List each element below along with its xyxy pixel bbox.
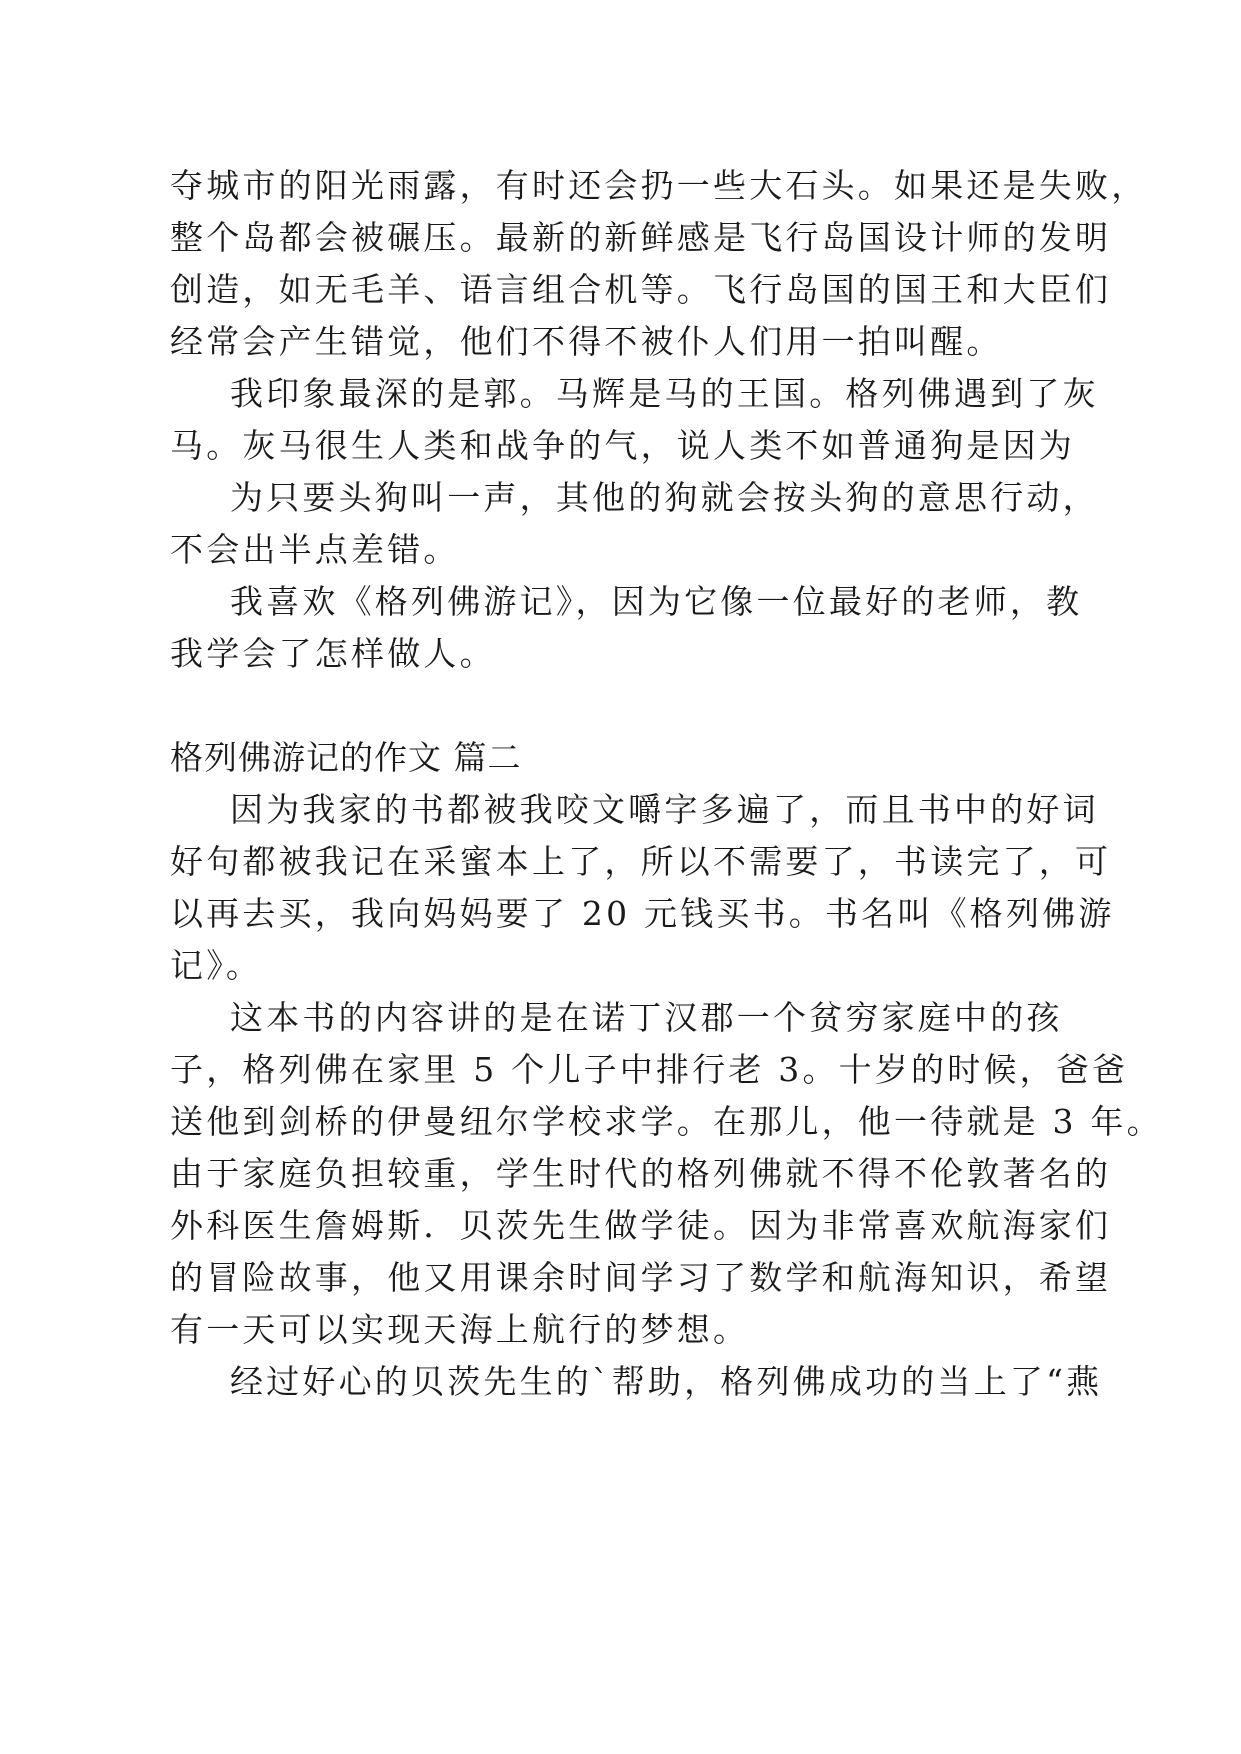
paragraph-line: 经常会产生错觉，他们不得不被仆人们用一拍叫醒。 bbox=[170, 322, 1003, 361]
paragraph-line: 送他到剑桥的伊曼纽尔学校求学。在那儿，他一待就是 3 年。 bbox=[170, 1102, 1163, 1141]
paragraph-line: 这本书的内容讲的是在诺丁汉郡一个贫穷家庭中的孩 bbox=[230, 998, 1063, 1037]
paragraph-line: 的冒险故事，他又用课余时间学习了数学和航海知识，希望 bbox=[170, 1258, 1112, 1297]
paragraph-line: 以再去买，我向妈妈要了 20 元钱买书。书名叫《格列佛游 bbox=[170, 894, 1115, 933]
paragraph-line: 为只要头狗叫一声，其他的狗就会按头狗的意思行动， bbox=[230, 478, 1099, 517]
paragraph-line: 外科医生詹姆斯．贝茨先生做学徒。因为非常喜欢航海家们 bbox=[170, 1206, 1112, 1245]
paragraph-line: 整个岛都会被碾压。最新的新鲜感是飞行岛国设计师的发明 bbox=[170, 218, 1112, 257]
paragraph-line: 马。灰马很生人类和战争的气，说人类不如普通狗是因为 bbox=[170, 426, 1075, 465]
paragraph-line: 记》。 bbox=[170, 946, 263, 985]
paragraph-line: 好句都被我记在采蜜本上了，所以不需要了，书读完了，可 bbox=[170, 842, 1112, 881]
paragraph-line: 子，格列佛在家里 5 个儿子中排行老 3。十岁的时候，爸爸 bbox=[170, 1050, 1129, 1089]
paragraph-line: 创造，如无毛羊、语言组合机等。飞行岛国的国王和大臣们 bbox=[170, 270, 1112, 309]
paragraph-line: 有一天可以实现天海上航行的梦想。 bbox=[170, 1310, 750, 1349]
paragraph-line: 不会出半点差错。 bbox=[170, 530, 460, 569]
paragraph-line: 因为我家的书都被我咬文嚼字多遍了，而且书中的好词 bbox=[230, 790, 1099, 829]
paragraph-line: 经过好心的贝茨先生的`帮助，格列佛成功的当上了“燕 bbox=[230, 1362, 1103, 1401]
paragraph-line: 由于家庭负担较重，学生时代的格列佛就不得不伦敦著名的 bbox=[170, 1154, 1112, 1193]
paragraph-line: 我印象最深的是郭。马辉是马的王国。格列佛遇到了灰 bbox=[230, 374, 1099, 413]
paragraph-line: 夺城市的阳光雨露，有时还会扔一些大石头。如果还是失败， bbox=[170, 166, 1148, 205]
paragraph-line: 我学会了怎样做人。 bbox=[170, 634, 496, 673]
section-heading: 格列佛游记的作文 篇二 bbox=[170, 738, 522, 777]
paragraph-line: 我喜欢《格列佛游记》，因为它像一位最好的老师，教 bbox=[230, 582, 1083, 621]
